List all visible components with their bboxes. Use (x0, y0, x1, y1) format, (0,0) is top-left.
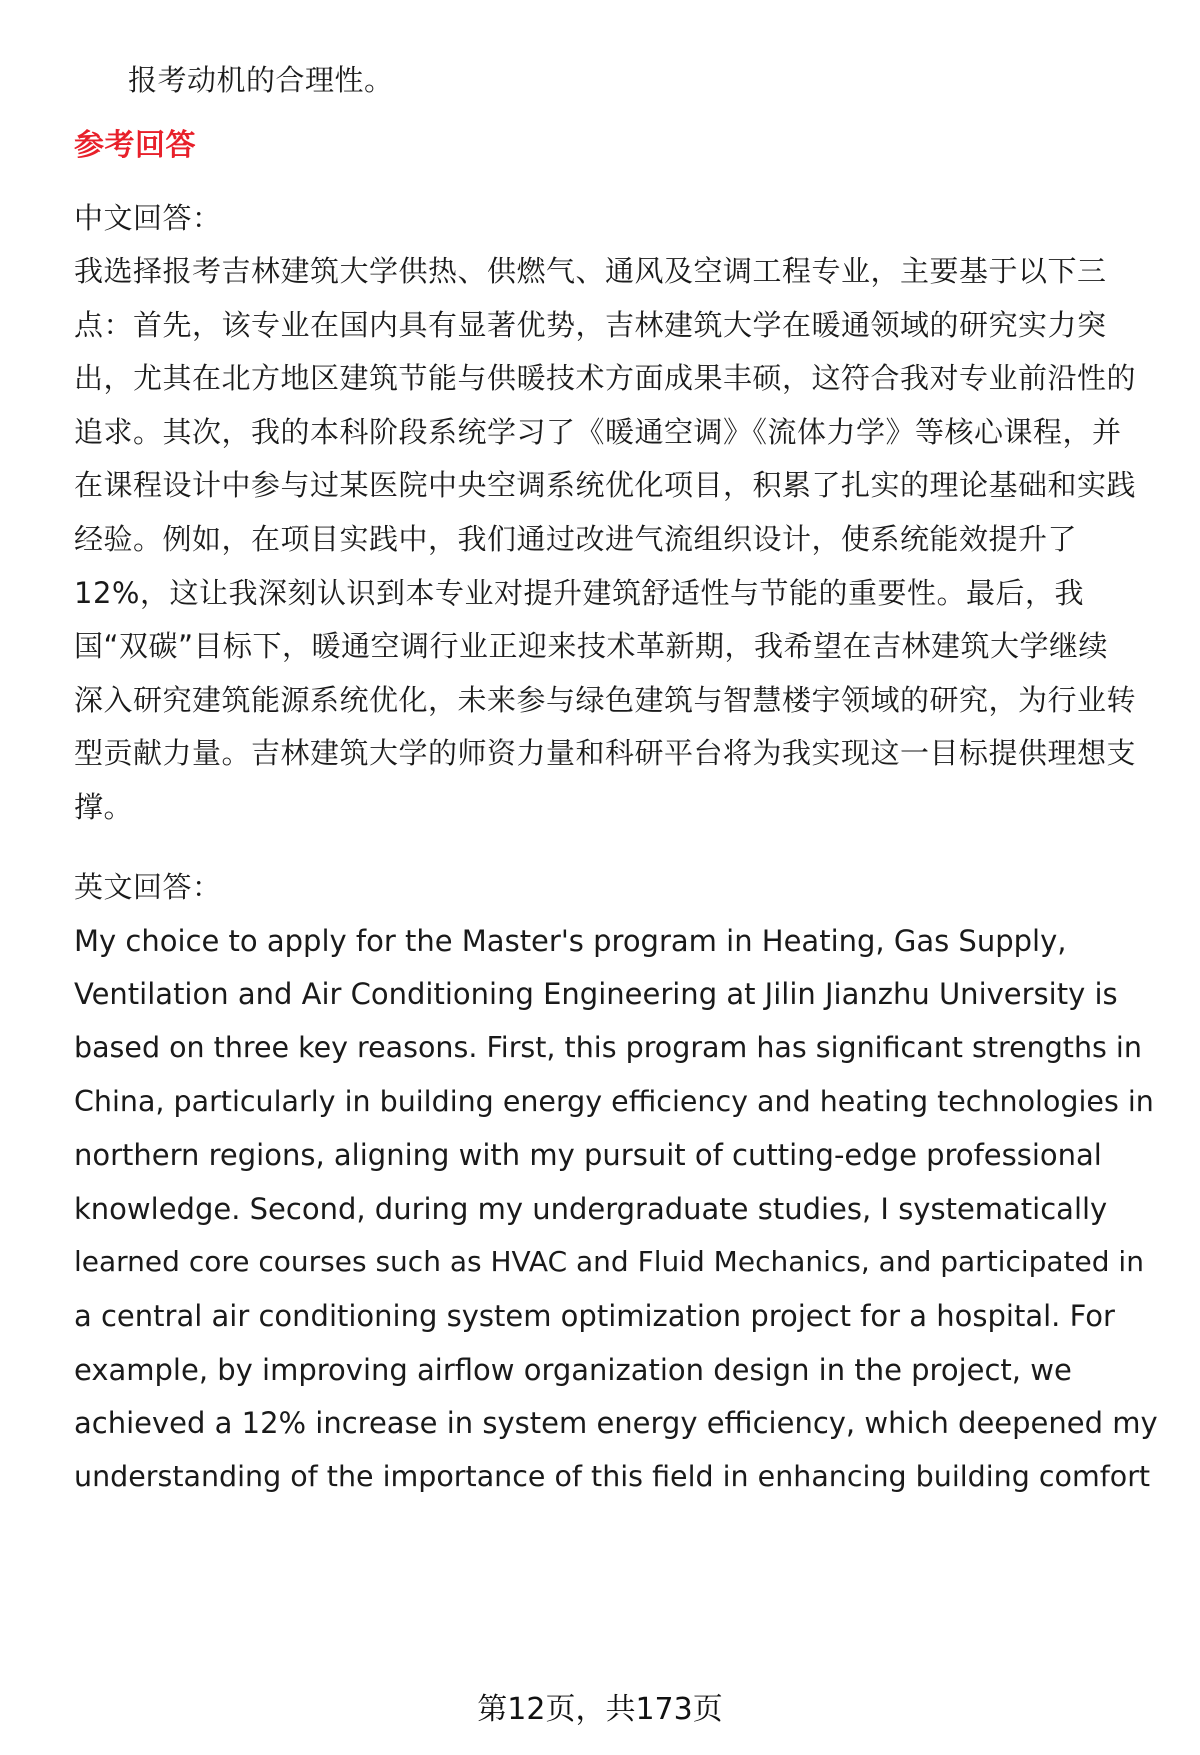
english-line: learned core courses such as HVAC and Fluid Mechanics, and participated in (74, 1245, 1144, 1278)
chinese-answer-label: 中文回答： (74, 201, 222, 235)
chinese-line: 我选择报考吉林建筑大学供热、供燃气、通风及空调工程专业，主要基于以下三 (74, 254, 1107, 288)
english-line: Ventilation and Air Conditioning Engineering at Jilin Jianzhu University is (74, 977, 1118, 1011)
chinese-line: 追求。其次，我的本科阶段系统学习了《暖通空调》《流体力学》等核心课程，并 (74, 415, 1122, 449)
page-number-footer: 第12页，共173页 (477, 1692, 723, 1727)
english-line: achieved a 12% increase in system energy efficiency, which deepened my (74, 1406, 1158, 1440)
chinese-line: 出，尤其在北方地区建筑节能与供暖技术方面成果丰硕，这符合我对专业前沿性的 (74, 361, 1137, 395)
english-line: a central air conditioning system optimization project for a hospital. For (74, 1299, 1115, 1333)
chinese-line: 点：首先，该专业在国内具有显著优势，吉林建筑大学在暖通领域的研究实力突 (74, 308, 1107, 342)
chinese-line: 撑。 (74, 790, 134, 824)
chinese-line: 12%，这让我深刻认识到本专业对提升建筑舒适性与节能的重要性。最后，我 (74, 576, 1084, 610)
english-line: example, by improving airflow organization design in the project, we (74, 1353, 1072, 1387)
english-line: understanding of the importance of this field in enhancing building comfort (74, 1460, 1151, 1493)
english-line: based on three key reasons. First, this program has significant strengths in (74, 1031, 1142, 1064)
english-line: knowledge. Second, during my undergraduate studies, I systematically (74, 1192, 1108, 1226)
intro-tail-text: 报考动机的合理性。 (128, 63, 394, 97)
reference-answer-heading: 参考回答 (74, 128, 196, 163)
chinese-line: 国“双碳”目标下，暖通空调行业正迎来技术革新期，我希望在吉林建筑大学继续 (74, 629, 1109, 663)
chinese-line: 型贡献力量。吉林建筑大学的师资力量和科研平台将为我实现这一目标提供理想支 (74, 736, 1137, 770)
chinese-line: 在课程设计中参与过某医院中央空调系统优化项目，积累了扎实的理论基础和实践 (74, 468, 1137, 502)
english-line: northern regions, aligning with my pursuit of cutting-edge professional (74, 1138, 1102, 1172)
english-answer-label: 英文回答： (74, 870, 222, 904)
chinese-line: 经验。例如，在项目实践中，我们通过改进气流组织设计，使系统能效提升了 (74, 522, 1078, 556)
english-line: China, particularly in building energy efficiency and heating technologies in (74, 1085, 1154, 1118)
chinese-line: 深入研究建筑能源系统优化，未来参与绿色建筑与智慧楼宇领域的研究，为行业转 (74, 683, 1137, 717)
english-line: My choice to apply for the Master's program in Heating, Gas Supply, (74, 924, 1067, 958)
